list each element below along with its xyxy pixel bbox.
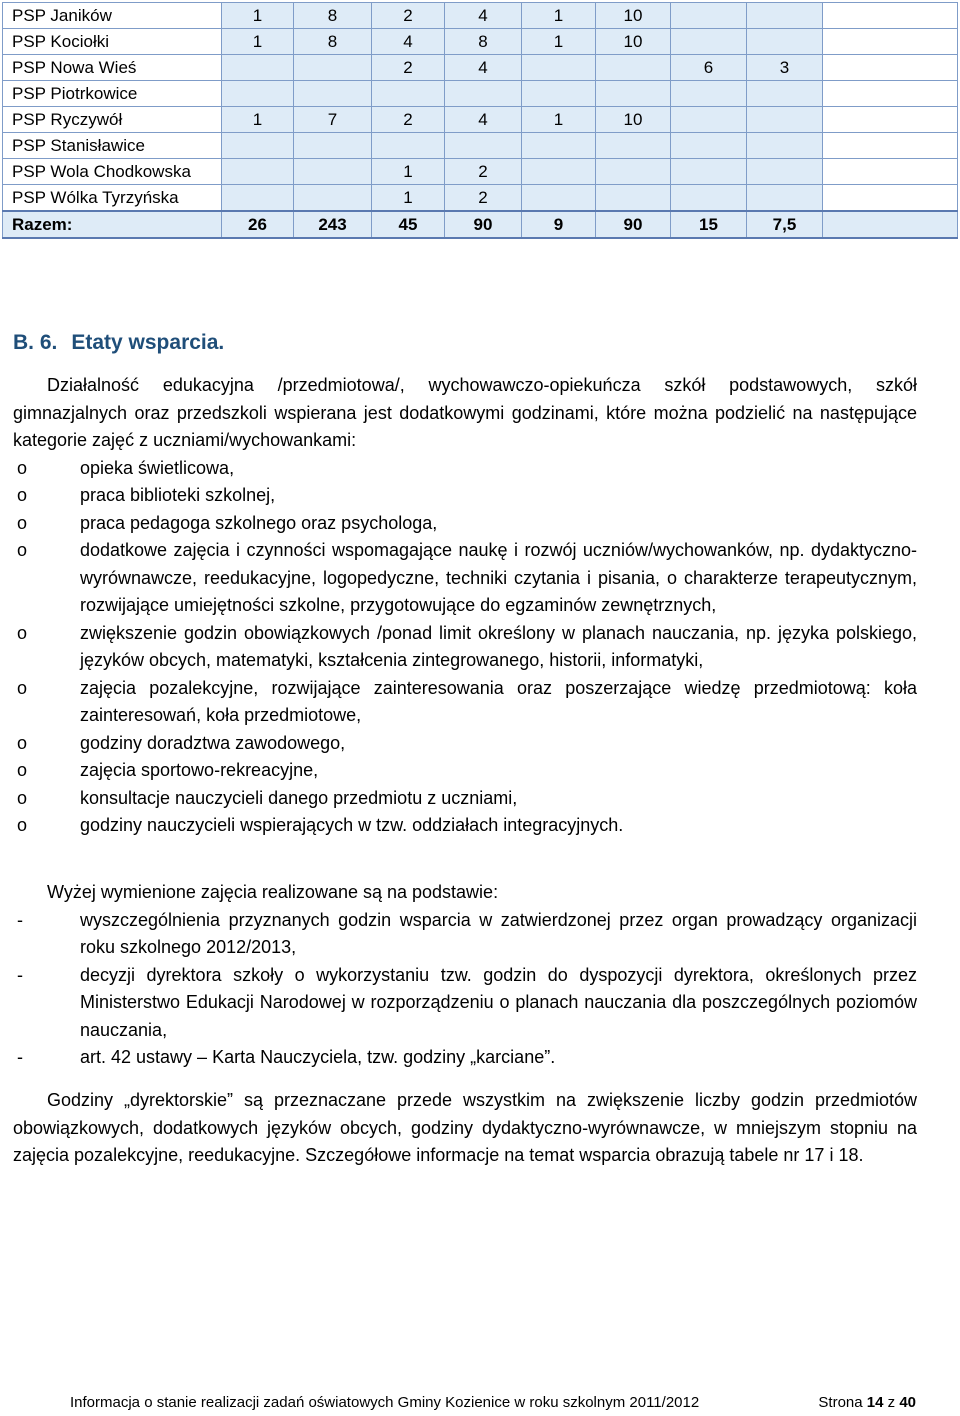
value-cell [445, 81, 522, 107]
value-cell: 1 [522, 3, 596, 29]
empty-cell [823, 185, 958, 212]
bullet-icon: o [17, 485, 28, 505]
value-cell: 1 [222, 107, 294, 133]
value-cell: 7 [294, 107, 372, 133]
closing-paragraph: Godziny „dyrektorskie” są przeznaczane przede wszystkim na zwiększenie liczby godzin przedmiotów obowiązkowych, dodatkowych języków obcych, godziny dydaktyczno-wyrównawcze, w mniejszym stopniu na zajęcia pozalekcyjne, reedukacyjne. Szczegółowe informacje na temat wsparcia obrazują tabele nr 17 i 18. [13, 1090, 917, 1165]
value-cell [372, 81, 445, 107]
value-cell [294, 159, 372, 185]
closing-section [13, 1087, 917, 1170]
empty-cell [823, 29, 958, 55]
value-cell: 1 [222, 3, 294, 29]
value-cell [596, 133, 671, 159]
basis-intro: Wyżej wymienione zajęcia realizowane są na podstawie: [47, 882, 499, 902]
table-row [3, 185, 958, 212]
list-item-text: dodatkowe zajęcia i czynności wspomagające naukę i rozwój uczniów/wychowanków, np. dydaktyczno-wyrównawcze, reedukacyjne, logopedyczne, techniki czytania i pisania, o charakterze terapeutycznym, rozwijające umiejętności szkolne, przygotowujące do egzaminów zewnętrznych, [80, 540, 917, 615]
empty-cell [823, 3, 958, 29]
table-row [3, 3, 958, 29]
empty-cell [823, 55, 958, 81]
value-cell [747, 107, 823, 133]
value-cell: 2 [445, 159, 522, 185]
school-name-cell: PSP Stanisławice [3, 133, 222, 159]
total-value-cell: 90 [596, 211, 671, 238]
value-cell: 10 [596, 107, 671, 133]
section-heading [13, 331, 224, 355]
total-value-cell: 45 [372, 211, 445, 238]
category-item [13, 620, 917, 675]
school-name-cell: PSP Wólka Tyrzyńska [3, 185, 222, 212]
value-cell: 2 [372, 55, 445, 81]
value-cell [671, 81, 747, 107]
value-cell [671, 159, 747, 185]
empty-cell [823, 107, 958, 133]
value-cell [522, 159, 596, 185]
value-cell: 8 [445, 29, 522, 55]
page-footer [70, 1394, 916, 1411]
total-pages: 40 [899, 1394, 916, 1411]
value-cell [671, 185, 747, 212]
value-cell [445, 133, 522, 159]
of-label: z [887, 1394, 896, 1411]
page-indicator [818, 1394, 916, 1411]
total-value-cell: 15 [671, 211, 747, 238]
table-row [3, 133, 958, 159]
value-cell [747, 29, 823, 55]
value-cell [671, 3, 747, 29]
table-body [3, 3, 958, 239]
section-number: B. 6. [13, 331, 58, 354]
body-text [13, 372, 917, 840]
value-cell [747, 81, 823, 107]
table-row [3, 159, 958, 185]
bullet-icon: o [17, 732, 28, 753]
value-cell: 4 [445, 55, 522, 81]
school-name-cell: PSP Kociołki [3, 29, 222, 55]
value-cell [747, 133, 823, 159]
list-item-text: decyzji dyrektora szkoły o wykorzystaniu tzw. godzin do dyspozycji dyrektora, określonych przez Ministerstwo Edukacji Narodowej w rozporządzeniu o planach nauczania dla poszczególnych poziomów nauczania, [80, 964, 917, 1040]
value-cell [747, 159, 823, 185]
value-cell [671, 133, 747, 159]
value-cell [372, 133, 445, 159]
value-cell: 8 [294, 29, 372, 55]
value-cell [522, 81, 596, 107]
total-value-cell: 7,5 [747, 211, 823, 238]
table-row [3, 107, 958, 133]
basis-list [13, 907, 917, 1072]
value-cell [671, 107, 747, 133]
table-row [3, 29, 958, 55]
value-cell [294, 81, 372, 107]
school-name-cell: PSP Nowa Wieś [3, 55, 222, 81]
value-cell [596, 159, 671, 185]
value-cell [222, 159, 294, 185]
value-cell: 2 [372, 3, 445, 29]
list-item-text: art. 42 ustawy – Karta Nauczyciela, tzw. godziny „karciane”. [80, 1047, 556, 1067]
value-cell: 1 [372, 185, 445, 212]
bullet-icon: o [17, 760, 28, 780]
category-item [13, 455, 917, 483]
value-cell: 1 [222, 29, 294, 55]
value-cell: 4 [372, 29, 445, 55]
table-row [3, 81, 958, 107]
list-item-text: praca biblioteki szkolnej, [80, 485, 276, 505]
value-cell [294, 55, 372, 81]
bullet-icon: o [17, 512, 28, 533]
value-cell: 8 [294, 3, 372, 29]
basis-section [13, 879, 917, 1072]
value-cell: 2 [445, 185, 522, 212]
value-cell: 10 [596, 3, 671, 29]
value-cell [747, 185, 823, 212]
value-cell [294, 133, 372, 159]
value-cell [522, 185, 596, 212]
school-name-cell: PSP Piotrkowice [3, 81, 222, 107]
empty-cell [823, 211, 958, 238]
school-name-cell: PSP Ryczywół [3, 107, 222, 133]
value-cell [596, 81, 671, 107]
total-row [3, 211, 958, 238]
bullet-icon: - [17, 964, 23, 985]
value-cell [596, 55, 671, 81]
value-cell [596, 185, 671, 212]
list-item-text: konsultacje nauczycieli danego przedmiotu z uczniami, [80, 787, 518, 808]
support-hours-table [2, 2, 958, 239]
value-cell: 1 [522, 29, 596, 55]
category-item [13, 785, 917, 813]
bullet-icon: o [17, 815, 28, 835]
value-cell [294, 185, 372, 212]
total-value-cell: 9 [522, 211, 596, 238]
bullet-icon: o [17, 540, 28, 560]
list-item-text: praca pedagoga szkolnego oraz psychologa, [80, 512, 438, 533]
page-number: 14 [866, 1394, 884, 1411]
category-item [13, 812, 917, 840]
value-cell [222, 81, 294, 107]
total-value-cell: 90 [445, 211, 522, 238]
section-title: Etaty wsparcia. [71, 331, 225, 354]
list-item-text: godziny doradztwa zawodowego, [80, 732, 346, 753]
total-value-cell: 243 [294, 211, 372, 238]
empty-cell [823, 159, 958, 185]
value-cell [522, 133, 596, 159]
basis-item [13, 1044, 917, 1072]
bullet-icon: o [17, 622, 28, 643]
bullet-icon: o [17, 457, 28, 478]
value-cell: 10 [596, 29, 671, 55]
value-cell [747, 3, 823, 29]
intro-paragraph: Działalność edukacyjna /przedmiotowa/, wychowawczo-opiekuńcza szkół podstawowych, szkół gimnazjalnych oraz przedszkoli wspierana jest dodatkowymi godzinami, które można podzielić na następujące kategorie zajęć z uczniami/wychowankami: [13, 375, 917, 450]
value-cell: 6 [671, 55, 747, 81]
value-cell [222, 55, 294, 81]
value-cell [522, 55, 596, 81]
value-cell: 1 [372, 159, 445, 185]
value-cell [222, 133, 294, 159]
value-cell [222, 185, 294, 212]
category-item [13, 757, 917, 785]
page-label: Strona [818, 1394, 863, 1411]
list-item-text: zwiększenie godzin obowiązkowych /ponad limit określony w planach nauczania, np. języka polskiego, języków obcych, matematyki, kształcenia zintegrowanego, historii, informatyki, [80, 622, 917, 670]
bullet-icon: o [17, 677, 28, 698]
list-item-text: zajęcia pozalekcyjne, rozwijające zainteresowania oraz poszerzające wiedzę przedmiotową: koła zainteresowań, koła przedmiotowe, [80, 677, 917, 725]
value-cell: 1 [522, 107, 596, 133]
list-item-text: godziny nauczycieli wspierających w tzw. oddziałach integracyjnych. [80, 815, 624, 835]
value-cell [671, 29, 747, 55]
category-item [13, 537, 917, 620]
list-item-text: opieka świetlicowa, [80, 457, 235, 478]
categories-list [13, 455, 917, 840]
school-name-cell: PSP Wola Chodkowska [3, 159, 222, 185]
total-label-cell: Razem: [3, 211, 222, 238]
footer-title: Informacja o stanie realizacji zadań oświatowych Gminy Kozienice w roku szkolnym 2011/2012 [70, 1394, 700, 1411]
value-cell: 4 [445, 107, 522, 133]
table-row [3, 55, 958, 81]
school-name-cell: PSP Janików [3, 3, 222, 29]
empty-cell [823, 81, 958, 107]
basis-item [13, 962, 917, 1045]
bullet-icon: - [17, 909, 23, 930]
category-item [13, 510, 917, 538]
list-item-text: wyszczególnienia przyznanych godzin wsparcia w zatwierdzonej przez organ prowadzący organizacji roku szkolnego 2012/2013, [80, 909, 917, 957]
list-item-text: zajęcia sportowo-rekreacyjne, [80, 760, 319, 780]
value-cell: 3 [747, 55, 823, 81]
bullet-icon: o [17, 787, 28, 808]
bullet-icon: - [17, 1047, 23, 1067]
empty-cell [823, 133, 958, 159]
value-cell: 4 [445, 3, 522, 29]
total-value-cell: 26 [222, 211, 294, 238]
category-item [13, 675, 917, 730]
basis-item [13, 907, 917, 962]
category-item [13, 730, 917, 758]
category-item [13, 482, 917, 510]
value-cell: 2 [372, 107, 445, 133]
